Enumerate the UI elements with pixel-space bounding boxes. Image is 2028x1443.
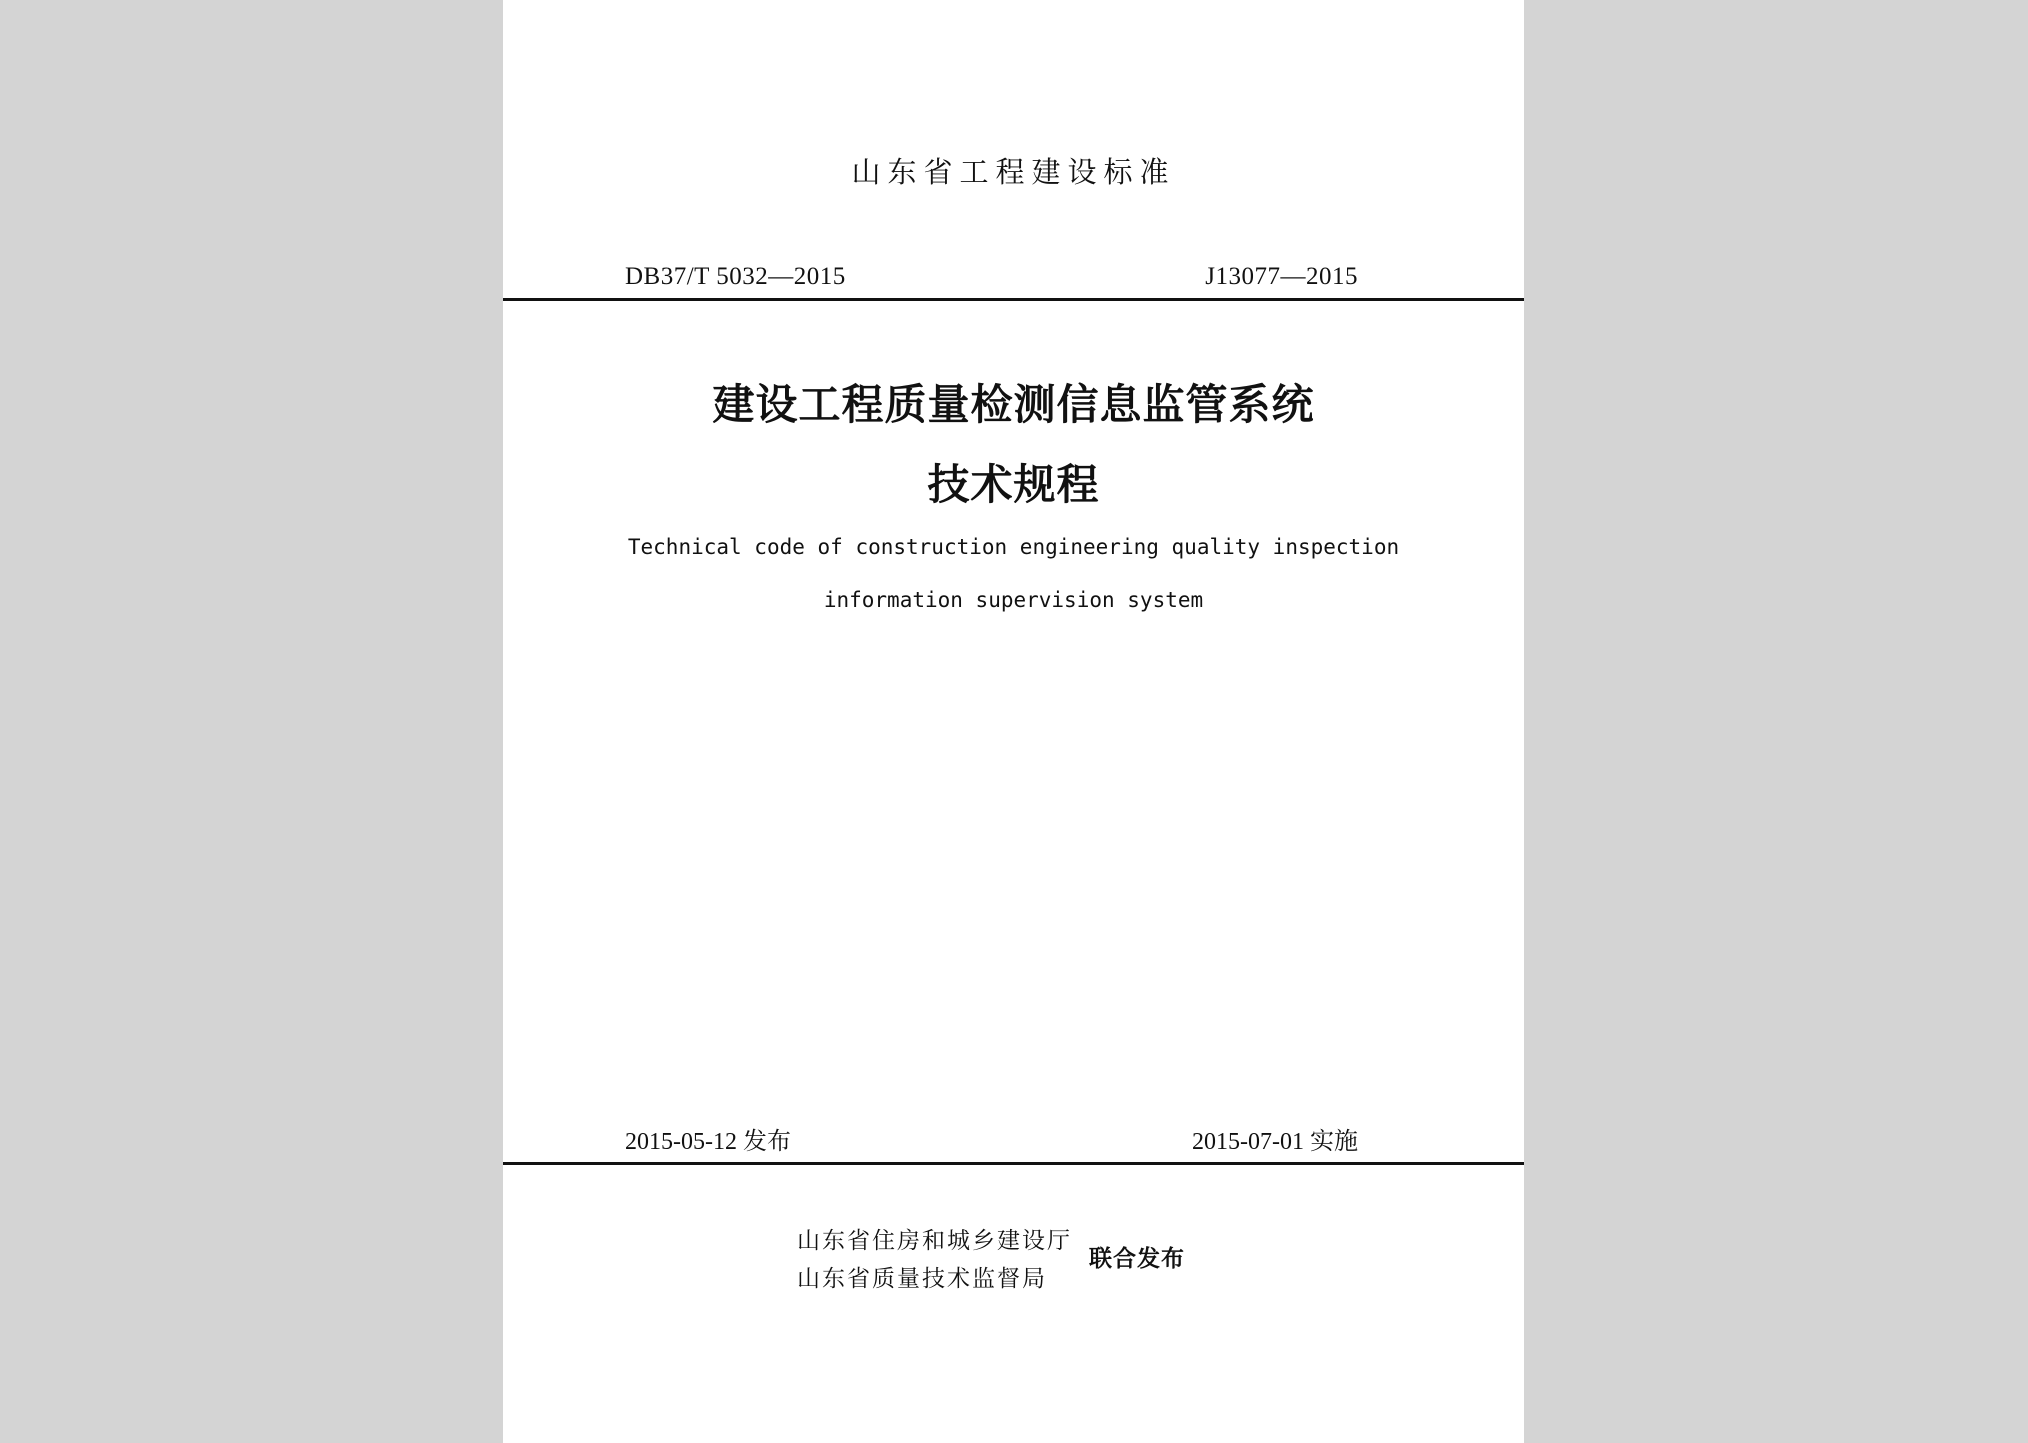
publisher-list [797,1222,1072,1298]
record-code: J13077—2015 [1205,263,1358,290]
issue-date: 2015-05-12 发布 [625,1129,791,1155]
publisher-1: 山东省住房和城乡建设厅 [797,1228,1072,1254]
english-title-line-1: Technical code of construction engineering quality inspection [627,535,1400,559]
document-page [503,0,1524,1443]
top-divider [503,298,1524,301]
chinese-title-line-1: 建设工程质量检测信息监管系统 [712,380,1315,429]
english-title-line-2: information supervision system [823,588,1204,612]
joint-publish-label: 联合发布 [1089,1246,1185,1272]
effective-date: 2015-07-01 实施 [1192,1129,1358,1155]
bottom-divider [503,1162,1524,1165]
standard-series-heading: 山东省工程建设标准 [851,155,1176,189]
chinese-title-line-2: 技术规程 [927,460,1100,509]
standard-code: DB37/T 5032—2015 [625,263,846,290]
publisher-2: 山东省质量技术监督局 [797,1266,1047,1292]
